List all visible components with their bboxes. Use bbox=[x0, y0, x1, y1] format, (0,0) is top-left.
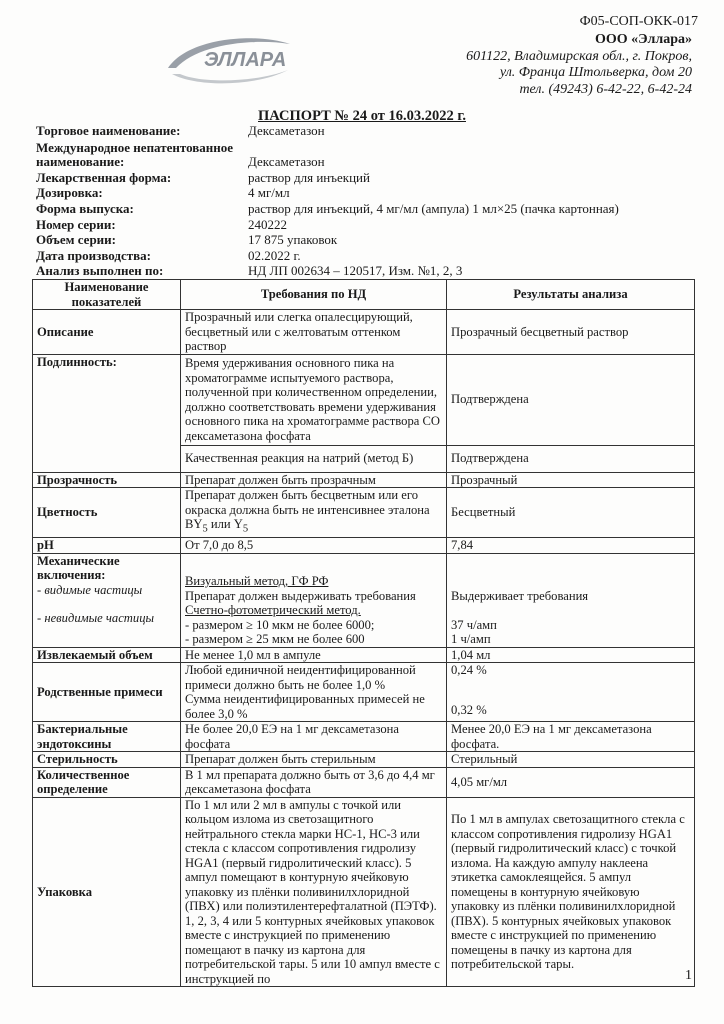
indicator-name: Количественное определение bbox=[33, 767, 181, 797]
requirement-line: - размером ≥ 25 мкм не более 600 bbox=[185, 632, 365, 647]
company-address-line: ул. Франца Штольверка, дом 20 bbox=[499, 65, 692, 80]
result bbox=[447, 553, 695, 647]
table-row bbox=[33, 797, 695, 987]
prop-value: раствор для инъекций, 4 мг/мл (ампула) 1 мл×25 (пачка картонная) bbox=[248, 201, 619, 216]
requirement: Время удерживания основного пика на хроматограмме испытуемого раствора, полученной при количественном определении, должно соответствовать времени удерживания основного пика на хроматограмме раствора СО дексаметазона фосфата bbox=[181, 354, 447, 445]
prop-label: Торговое наименование: bbox=[36, 123, 181, 138]
prop-label: Дата производства: bbox=[36, 248, 151, 263]
result: Подтверждена bbox=[447, 354, 695, 445]
table-row bbox=[33, 752, 695, 768]
prop-value: Дексаметазон bbox=[248, 123, 325, 138]
indicator-name: Упаковка bbox=[33, 797, 181, 987]
analysis-table bbox=[32, 279, 695, 987]
table-row bbox=[33, 647, 695, 663]
result-line: 0,24 % bbox=[451, 663, 487, 678]
standard-subscript: 5 bbox=[242, 523, 249, 535]
company-block bbox=[362, 32, 692, 98]
prop-label: Международное непатентованное наименование: bbox=[36, 140, 234, 169]
indicator-cell bbox=[33, 553, 181, 647]
table-row bbox=[33, 472, 695, 488]
indicator-name: Бактериальные эндотоксины bbox=[33, 722, 181, 752]
result-line: 37 ч/амп bbox=[451, 617, 497, 632]
prop-value: НД ЛП 002634 – 120517, Изм. №1, 2, 3 bbox=[248, 263, 463, 278]
result: Менее 20,0 ЕЭ на 1 мг дексаметазона фосфата. bbox=[447, 722, 695, 752]
requirement-text: Препарат должен быть бесцветным или его окраска должна быть не интенсивнее эталона bbox=[185, 488, 430, 517]
result-line: 1 ч/амп bbox=[451, 632, 491, 647]
prop-label: Анализ выполнен по: bbox=[36, 263, 164, 278]
table-row bbox=[33, 767, 695, 797]
prop-value: 02.2022 г. bbox=[248, 248, 301, 263]
document-code: Ф05-СОП-ОКК-017 bbox=[579, 14, 698, 29]
result: Стерильный bbox=[447, 752, 695, 768]
requirement: Препарат должен быть прозрачным bbox=[181, 472, 447, 488]
table-row bbox=[33, 310, 695, 355]
page-number: 1 bbox=[685, 968, 692, 983]
requirement-line: Любой единичной неидентифицированной примеси должно быть не более 1,0 % bbox=[185, 663, 416, 692]
result: Прозрачный bbox=[447, 472, 695, 488]
result: Подтверждена bbox=[447, 445, 695, 472]
company-name: ООО «Эллара» bbox=[595, 32, 692, 47]
standard-or-y: или Y bbox=[207, 517, 243, 531]
standard-by: BY bbox=[185, 517, 203, 531]
indicator-name: Прозрачность bbox=[33, 472, 181, 488]
table-header-row bbox=[33, 280, 695, 310]
requirement-line: Сумма неидентифицированных примесей не более 3,0 % bbox=[185, 692, 425, 721]
table-row bbox=[33, 354, 695, 445]
column-header: Требования по НД bbox=[181, 280, 447, 310]
result: По 1 мл в ампулах светозащитного стекла с классом сопротивления гидролизу HGA1 (первый гидролитический класс) с точкой излома. На каждую ампулу наклеена этикетка самоклеящейся. 5 ампул помещены в контурную ячейковую упаковку из плёнки поливинилхлоридной (ПВХ). 5 контурных ячейковых упаковок вместе с инструкцией по применению помещены в пачку из картона для потребительской тары. bbox=[447, 797, 695, 987]
standard-subscript: 5 bbox=[202, 523, 208, 535]
prop-label: Номер серии: bbox=[36, 217, 116, 232]
logo-text: ЭЛЛАРА bbox=[204, 49, 287, 71]
requirement bbox=[181, 488, 447, 538]
prop-value: раствор для инъекций bbox=[248, 170, 370, 185]
passport-title: ПАСПОРТ № 24 от 16.03.2022 г. bbox=[258, 108, 466, 124]
requirement: В 1 мл препарата должно быть от 3,6 до 4,4 мг дексаметазона фосфата bbox=[181, 767, 447, 797]
result: 7,84 bbox=[447, 538, 695, 554]
indicator-subitem: - невидимые частицы bbox=[37, 611, 155, 626]
indicator-name: Родственные примеси bbox=[33, 663, 181, 722]
prop-value: 4 мг/мл bbox=[248, 185, 290, 200]
column-header: Результаты анализа bbox=[447, 280, 695, 310]
company-address-line: 601122, Владимирская обл., г. Покров, bbox=[466, 48, 692, 64]
prop-value: 240222 bbox=[248, 217, 287, 232]
result: Бесцветный bbox=[447, 488, 695, 538]
result bbox=[447, 663, 695, 722]
table-row bbox=[33, 722, 695, 752]
requirement bbox=[181, 553, 447, 647]
table-row bbox=[33, 538, 695, 554]
requirement: По 1 мл или 2 мл в ампулы с точкой или кольцом излома из светозащитного нейтрального стекла марки НС-1, НС-3 или стекла с классом сопротивления гидролизу HGA1 (первый гидролитический класс). 5 ампул помещают в контурную ячейковую упаковку из плёнки поливинилхлоридной (ПВХ) или полиэтилентерефталатной (ПЭТФ). 1, 2, 3, 4 или 5 контурных ячейковых упаковок вместе с инструкцией по применению помещают в пачку из картона для потребительской тары. 5 или 10 ампул вместе с инструкцией по bbox=[181, 797, 447, 987]
table-row bbox=[33, 488, 695, 538]
company-logo bbox=[158, 30, 298, 90]
requirement: Прозрачный или слегка опалесцирующий, бесцветный или с желтоватым оттенком раствор bbox=[181, 310, 447, 355]
requirement: Не более 20,0 ЕЭ на 1 мг дексаметазона фосфата bbox=[181, 722, 447, 752]
table-row bbox=[33, 663, 695, 722]
prop-label: Объем серии: bbox=[36, 232, 116, 247]
indicator-name: Подлинность: bbox=[33, 354, 181, 472]
table-row bbox=[33, 553, 695, 647]
indicator-name: Цветность bbox=[33, 488, 181, 538]
indicator-name: pH bbox=[33, 538, 181, 554]
method-name: Визуальный метод, ГФ РФ bbox=[185, 574, 329, 589]
indicator-name: Механические включения: bbox=[37, 553, 120, 583]
method-name: Счетно-фотометрический метод. bbox=[185, 603, 361, 618]
requirement: Препарат должен быть стерильным bbox=[181, 752, 447, 768]
requirement bbox=[181, 663, 447, 722]
indicator-subitem: - видимые частицы bbox=[37, 582, 143, 597]
requirement: Не менее 1,0 мл в ампуле bbox=[181, 647, 447, 663]
prop-label: Лекарственная форма: bbox=[36, 170, 172, 185]
result-line: Выдерживает требования bbox=[451, 589, 589, 604]
result: 4,05 мг/мл bbox=[447, 767, 695, 797]
result-line: 0,32 % bbox=[451, 702, 487, 717]
prop-value: 17 875 упаковок bbox=[248, 232, 338, 247]
column-header: Наименование показателей bbox=[33, 280, 181, 310]
indicator-name: Стерильность bbox=[33, 752, 181, 768]
prop-value: Дексаметазон bbox=[248, 154, 325, 169]
result: Прозрачный бесцветный раствор bbox=[447, 310, 695, 355]
indicator-name: Извлекаемый объем bbox=[33, 647, 181, 663]
requirement-line: - размером ≥ 10 мкм не более 6000; bbox=[185, 617, 375, 632]
requirement: Качественная реакция на натрий (метод Б) bbox=[181, 445, 447, 472]
indicator-name: Описание bbox=[33, 310, 181, 355]
result: 1,04 мл bbox=[447, 647, 695, 663]
requirement-line: Препарат должен выдерживать требования bbox=[185, 588, 416, 603]
prop-label: Дозировка: bbox=[36, 185, 103, 200]
requirement: От 7,0 до 8,5 bbox=[181, 538, 447, 554]
prop-label: Форма выпуска: bbox=[36, 201, 134, 216]
company-phone-line: тел. (49243) 6-42-22, 6-42-24 bbox=[519, 81, 692, 97]
